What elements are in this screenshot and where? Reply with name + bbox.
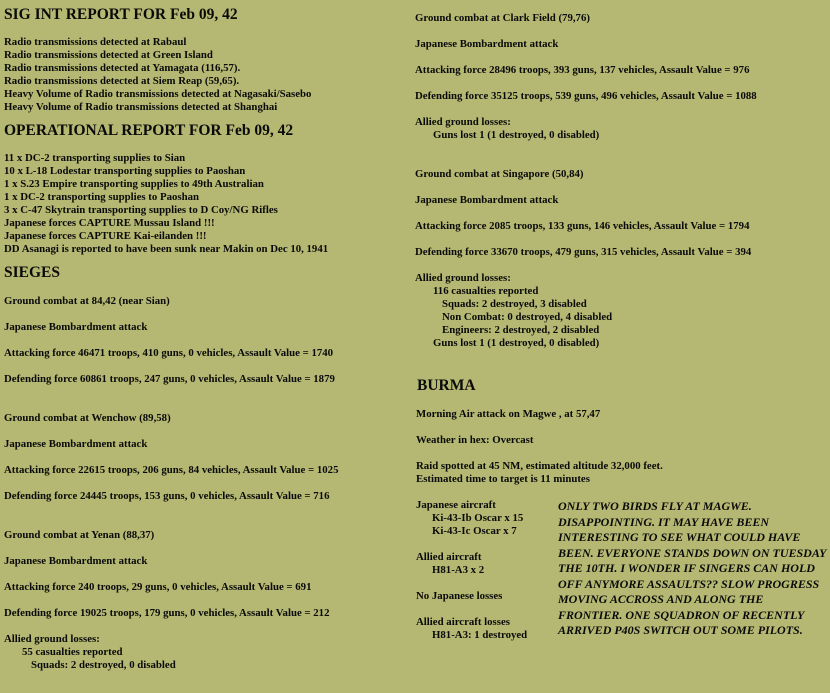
bombardment-label: Japanese Bombardment attack (4, 321, 148, 333)
allied-aircraft-title: Allied aircraft (416, 551, 482, 563)
losses-title: Allied ground losses: (415, 272, 511, 284)
bombardment-label: Japanese Bombardment attack (415, 38, 559, 50)
allied-loss-line: H81-A3: 1 destroyed (432, 629, 528, 641)
combat-wenchow (4, 412, 404, 503)
raid-line: Raid spotted at 45 NM, estimated altitude 32,000 feet. (416, 460, 663, 472)
sigint-line: Radio transmissions detected at Yamagata (116,57). (4, 62, 241, 74)
guns-lost-line: Guns lost 1 (1 destroyed, 0 disabled) (433, 337, 600, 349)
aircraft-line: Ki-43-Ib Oscar x 15 (432, 512, 524, 524)
bombardment-label: Japanese Bombardment attack (415, 194, 559, 206)
squads-line: Squads: 2 destroyed, 0 disabled (31, 659, 176, 671)
eta-line: Estimated time to target is 11 minutes (416, 473, 590, 485)
operational-line: 1 x S.23 Empire transporting supplies to 49th Australian (4, 178, 264, 190)
sigint-title: SIG INT REPORT FOR Feb 09, 42 (4, 6, 238, 23)
sieges-title: SIEGES (4, 264, 61, 281)
sigint-line: Radio transmissions detected at Rabaul (4, 36, 187, 48)
casualties-line: 55 casualties reported (22, 646, 123, 658)
engineers-line: Engineers: 2 destroyed, 2 disabled (442, 324, 600, 336)
operational-line: DD Asanagi is reported to have been sunk near Makin on Dec 10, 1941 (4, 243, 329, 255)
losses-title: Allied ground losses: (4, 633, 100, 645)
operational-title: OPERATIONAL REPORT FOR Feb 09, 42 (4, 122, 294, 139)
losses-title: Allied ground losses: (415, 116, 511, 128)
operational-line: Japanese forces CAPTURE Mussau Island !!! (4, 217, 215, 229)
combat-sian (4, 295, 404, 386)
defending-force: Defending force 60861 troops, 247 guns, 0 vehicles, Assault Value = 1879 (4, 373, 335, 385)
operational-line: Japanese forces CAPTURE Kai-eilanden !!! (4, 230, 207, 242)
no-japanese-losses: No Japanese losses (416, 590, 503, 602)
sigint-list (4, 36, 404, 114)
casualties-line: 116 casualties reported (433, 285, 539, 297)
operational-line: 10 x L-18 Lodestar transporting supplies to Paoshan (4, 165, 246, 177)
left-column (4, 0, 404, 672)
burma-title: BURMA (417, 377, 476, 394)
combat-location: Ground combat at Wenchow (89,58) (4, 412, 171, 424)
defending-force: Defending force 35125 troops, 539 guns, 496 vehicles, Assault Value = 1088 (415, 90, 757, 102)
japanese-aircraft-title: Japanese aircraft (416, 499, 496, 511)
air-attack-line: Morning Air attack on Magwe , at 57,47 (416, 408, 601, 420)
attacking-force: Attacking force 240 troops, 29 guns, 0 vehicles, Assault Value = 691 (4, 581, 312, 593)
attacking-force: Attacking force 2085 troops, 133 guns, 146 vehicles, Assault Value = 1794 (415, 220, 750, 232)
combat-clark-field (415, 12, 825, 142)
operational-line: 1 x DC-2 transporting supplies to Paoshan (4, 191, 199, 203)
attacking-force: Attacking force 28496 troops, 393 guns, 137 vehicles, Assault Value = 976 (415, 64, 750, 76)
sigint-line: Heavy Volume of Radio transmissions detected at Shanghai (4, 101, 278, 113)
commentary-note: ONLY TWO BIRDS FLY AT MAGWE. DISAPPOINTING. IT MAY HAVE BEEN INTERESTING TO SEE WHAT COULD HAVE BEEN. EVERYONE STANDS DOWN ON TUESDAY THE 10TH. I WONDER IF SINGERS CAN HOLD OFF ANYMORE ASSAULTS?? SLOW PROGRESS MOVING ACCROSS AND ALONG THE FRONTIER. ONE SQUADRON OF RECENTLY ARRIVED P40S SWITCH OUT SOME PILOTS. (558, 499, 827, 637)
bombardment-label: Japanese Bombardment attack (4, 438, 148, 450)
sigint-line: Radio transmissions detected at Green Island (4, 49, 213, 61)
aircraft-line: H81-A3 x 2 (432, 564, 485, 576)
operational-list (4, 152, 404, 256)
allied-losses-title: Allied aircraft losses (416, 616, 510, 628)
defending-force: Defending force 19025 troops, 179 guns, 0 vehicles, Assault Value = 212 (4, 607, 330, 619)
attacking-force: Attacking force 22615 troops, 206 guns, 84 vehicles, Assault Value = 1025 (4, 464, 339, 476)
combat-yenan (4, 529, 404, 672)
combat-location: Ground combat at Clark Field (79,76) (415, 12, 590, 24)
combat-location: Ground combat at 84,42 (near Sian) (4, 295, 170, 307)
sigint-line: Heavy Volume of Radio transmissions detected at Nagasaki/Sasebo (4, 88, 312, 100)
guns-lost-line: Guns lost 1 (1 destroyed, 0 disabled) (433, 129, 600, 141)
operational-line: 3 x C-47 Skytrain transporting supplies to D Coy/NG Rifles (4, 204, 278, 216)
bombardment-label: Japanese Bombardment attack (4, 555, 148, 567)
defending-force: Defending force 33670 troops, 479 guns, 315 vehicles, Assault Value = 394 (415, 246, 752, 258)
combat-location: Ground combat at Singapore (50,84) (415, 168, 584, 180)
combat-singapore (415, 168, 825, 350)
attacking-force: Attacking force 46471 troops, 410 guns, 0 vehicles, Assault Value = 1740 (4, 347, 334, 359)
noncombat-line: Non Combat: 0 destroyed, 4 disabled (442, 311, 613, 323)
defending-force: Defending force 24445 troops, 153 guns, 0 vehicles, Assault Value = 716 (4, 490, 330, 502)
operational-line: 11 x DC-2 transporting supplies to Sian (4, 152, 186, 164)
combat-location: Ground combat at Yenan (88,37) (4, 529, 155, 541)
weather-line: Weather in hex: Overcast (416, 434, 534, 446)
sigint-line: Radio transmissions detected at Siem Reap (59,65). (4, 75, 240, 87)
aircraft-line: Ki-43-Ic Oscar x 7 (432, 525, 517, 537)
squads-line: Squads: 2 destroyed, 3 disabled (442, 298, 587, 310)
